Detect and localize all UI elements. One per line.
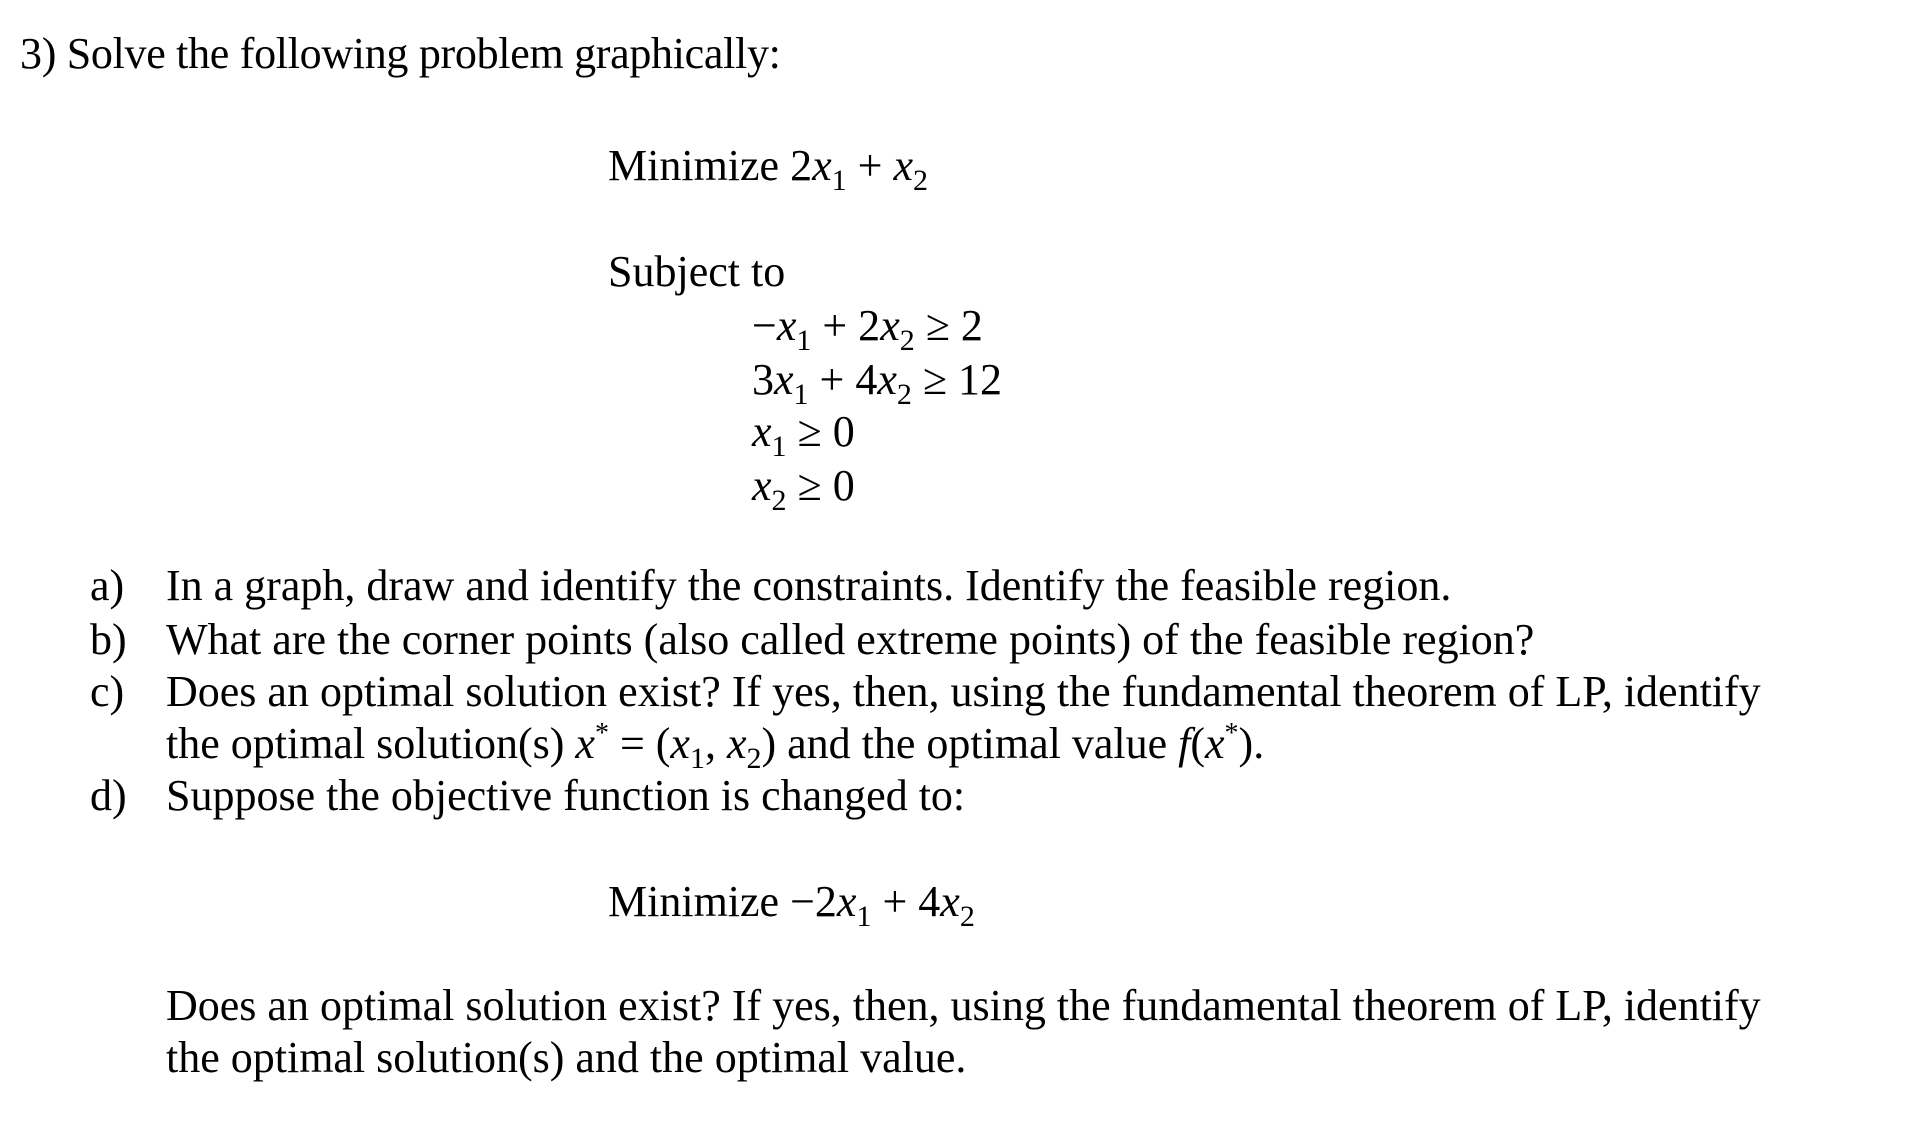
question-c-label: c): [90, 667, 125, 716]
objective-label: Minimize: [608, 141, 791, 190]
question-b-text: What are the corner points (also called extreme points) of the feasible region?: [166, 615, 1535, 664]
question-d-text: Suppose the objective function is changed to:: [166, 771, 966, 820]
objective-function: Minimize $2x_1 + x_2$: [608, 141, 928, 197]
question-c-text: Does an optimal solution exist? If yes, then, using the fundamental theorem of LP, identify: [166, 667, 1761, 716]
problem-title: 3) Solve the following problem graphically:: [20, 29, 781, 78]
constraint-4: $x_2 \ge 0$: [752, 461, 855, 517]
question-c-text-line2: the optimal solution(s) $x^* = (x_1$, $x_2$) and the optimal value f(x*).: [166, 718, 1265, 775]
question-b-label: b): [90, 615, 127, 664]
question-a-text: In a graph, draw and identify the constraints. Identify the feasible region.: [166, 561, 1452, 610]
constraint-1: $-x_1 + 2x_2 \ge 2$: [752, 301, 983, 357]
final-question-line2: the optimal solution(s) and the optimal value.: [166, 1033, 967, 1082]
objective-function-2: Minimize $-2x_1 + 4x_2$: [608, 877, 975, 933]
constraint-2: $3x_1 + 4x_2 \ge 12$: [752, 355, 1003, 411]
final-question-line1: Does an optimal solution exist? If yes, then, using the fundamental theorem of LP, identify: [166, 981, 1761, 1030]
constraint-3: $x_1 \ge 0$: [752, 407, 855, 463]
question-a-label: a): [90, 561, 125, 610]
subject-to-label: Subject to: [608, 247, 786, 296]
question-d-label: d): [90, 771, 127, 820]
